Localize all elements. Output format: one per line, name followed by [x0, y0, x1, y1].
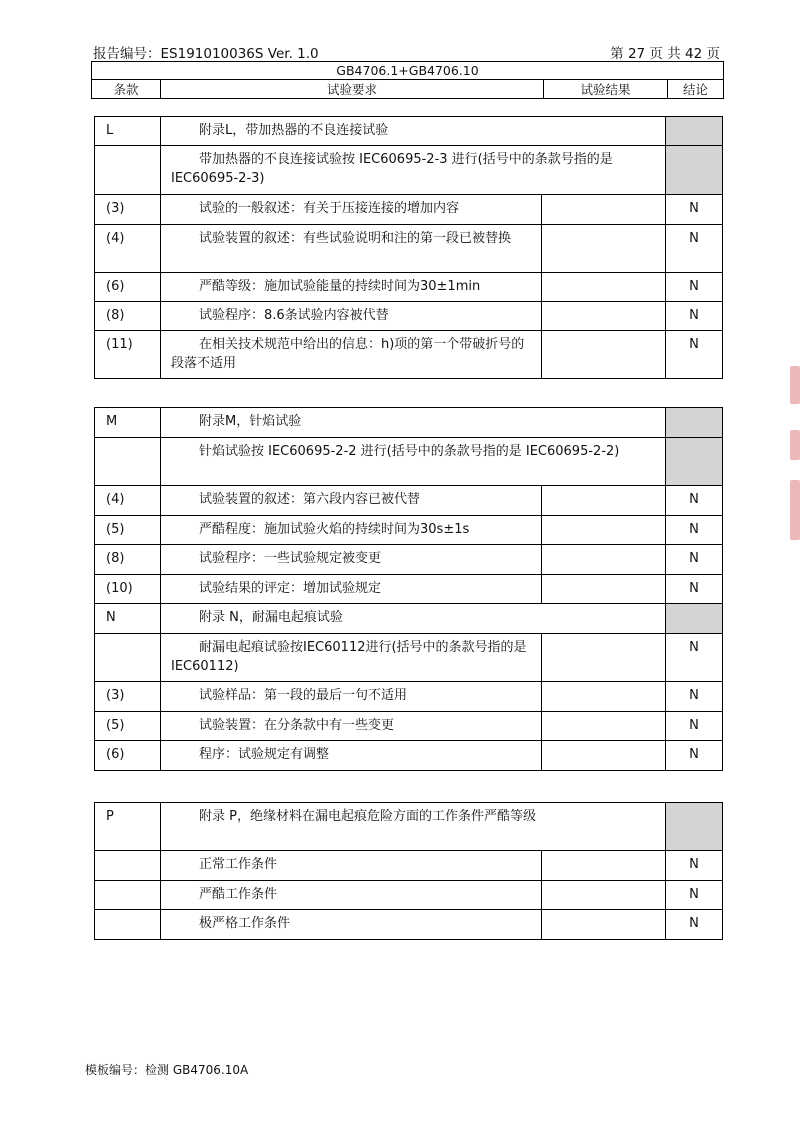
- clause-cell: (4): [95, 486, 161, 516]
- requirement-cell: [161, 803, 666, 851]
- clause-cell: (5): [95, 516, 161, 545]
- requirement-cell: [161, 146, 666, 195]
- result-cell: [542, 302, 666, 331]
- verdict-cell: N: [666, 516, 723, 545]
- template-number: 模板编号：检测 GB4706.10A: [85, 1063, 249, 1077]
- verdict-cell: N: [666, 682, 723, 712]
- clause-cell: [95, 910, 161, 940]
- verdict-cell: [666, 146, 723, 195]
- requirement-text: 试验程序：一些试验规定被变更: [199, 551, 382, 566]
- clause-cell: P: [95, 803, 161, 851]
- table-row: [95, 634, 723, 682]
- verdict-cell: N: [666, 741, 723, 771]
- table-row: [95, 712, 723, 741]
- table-row: [95, 117, 723, 146]
- clause-cell: L: [95, 117, 161, 146]
- clause-cell: N: [95, 604, 161, 634]
- requirement-cell: [161, 910, 542, 940]
- verdict-cell: N: [666, 302, 723, 331]
- verdict-cell: N: [666, 225, 723, 273]
- requirement-cell: [161, 331, 542, 379]
- requirement-cell: [161, 438, 666, 486]
- table-row: [95, 408, 723, 438]
- col-requirement-header: 试验要求: [161, 80, 544, 99]
- clause-cell: (6): [95, 741, 161, 771]
- result-cell: [542, 516, 666, 545]
- verdict-cell: [666, 408, 723, 438]
- requirement-text: 程序：试验规定有调整: [199, 747, 330, 762]
- verdict-cell: N: [666, 486, 723, 516]
- result-cell: [542, 881, 666, 910]
- report-number: 报告编号：ES191010036S Ver. 1.0: [93, 46, 319, 62]
- requirement-text: 附录 P，绝缘材料在漏电起痕危险方面的工作条件严酷等级: [199, 809, 536, 824]
- table-row: [95, 195, 723, 225]
- requirement-text: 附录L，带加热器的不良连接试验: [199, 123, 389, 138]
- result-cell: [542, 545, 666, 575]
- clause-cell: [95, 851, 161, 881]
- verdict-cell: N: [666, 273, 723, 302]
- table-row: [95, 682, 723, 712]
- clause-cell: (8): [95, 545, 161, 575]
- table-row: [95, 146, 723, 195]
- verdict-cell: N: [666, 331, 723, 379]
- requirement-cell: [161, 273, 542, 302]
- clause-cell: (4): [95, 225, 161, 273]
- table-row: [95, 910, 723, 940]
- requirement-text: 附录M，针焰试验: [199, 414, 302, 429]
- verdict-cell: N: [666, 634, 723, 682]
- requirement-text: 极严格工作条件: [199, 916, 291, 931]
- clause-cell: (5): [95, 712, 161, 741]
- requirement-cell: [161, 117, 666, 146]
- requirement-text: 严酷等级：施加试验能量的持续时间为30±1min: [199, 279, 481, 294]
- requirement-text: 严酷工作条件: [199, 887, 278, 902]
- requirement-text: 试验程序：8.6条试验内容被代替: [199, 308, 389, 323]
- result-cell: [542, 851, 666, 881]
- result-cell: [542, 741, 666, 771]
- stamp-mark: [790, 366, 800, 404]
- clause-cell: [95, 438, 161, 486]
- verdict-cell: N: [666, 575, 723, 604]
- requirement-cell: [161, 195, 542, 225]
- clause-cell: (10): [95, 575, 161, 604]
- requirement-text: 耐漏电起痕试验按IEC60112进行(括号中的条款号指的是IEC60112): [171, 640, 527, 674]
- requirement-text: 在相关技术规范中给出的信息：h)项的第一个带破折号的段落不适用: [171, 337, 525, 371]
- table-row: [95, 851, 723, 881]
- table-row: [95, 604, 723, 634]
- table-row: [95, 545, 723, 575]
- verdict-cell: N: [666, 545, 723, 575]
- verdict-cell: N: [666, 881, 723, 910]
- col-result-header: 试验结果: [544, 80, 668, 99]
- col-clause-header: 条款: [92, 80, 161, 99]
- requirement-text: 严酷程度：施加试验火焰的持续时间为30s±1s: [199, 522, 470, 537]
- requirement-text: 附录 N，耐漏电起痕试验: [199, 610, 343, 625]
- clause-cell: (8): [95, 302, 161, 331]
- verdict-cell: N: [666, 195, 723, 225]
- clause-cell: [95, 881, 161, 910]
- stamp-mark: [790, 480, 800, 540]
- verdict-cell: [666, 803, 723, 851]
- table-row: [95, 225, 723, 273]
- clause-cell: (3): [95, 682, 161, 712]
- requirement-text: 试验装置的叙述：第六段内容已被代替: [199, 492, 421, 507]
- result-cell: [542, 273, 666, 302]
- standard-header-table: [91, 61, 724, 99]
- page-indicator: 第 27 页 共 42 页: [610, 46, 720, 62]
- clause-cell: (3): [95, 195, 161, 225]
- requirement-cell: [161, 408, 666, 438]
- verdict-cell: N: [666, 910, 723, 940]
- result-cell: [542, 712, 666, 741]
- requirement-text: 带加热器的不良连接试验按 IEC60695-2-3 进行(括号中的条款号指的是 IEC60695-2-3): [171, 152, 613, 186]
- verdict-cell: N: [666, 851, 723, 881]
- verdict-cell: N: [666, 712, 723, 741]
- requirement-cell: [161, 575, 542, 604]
- verdict-cell: [666, 604, 723, 634]
- section-mn-table: [94, 407, 723, 771]
- clause-cell: (6): [95, 273, 161, 302]
- table-row: [95, 741, 723, 771]
- clause-cell: M: [95, 408, 161, 438]
- result-cell: [542, 225, 666, 273]
- requirement-cell: [161, 881, 542, 910]
- requirement-text: 针焰试验按 IEC60695-2-2 进行(括号中的条款号指的是 IEC60695-2-2): [199, 444, 620, 459]
- col-verdict-header: 结论: [668, 80, 724, 99]
- requirement-cell: [161, 604, 666, 634]
- requirement-text: 试验装置：在分条款中有一些变更: [199, 718, 395, 733]
- requirement-cell: [161, 302, 542, 331]
- requirement-cell: [161, 712, 542, 741]
- result-cell: [542, 910, 666, 940]
- requirement-text: 正常工作条件: [199, 857, 278, 872]
- requirement-cell: [161, 851, 542, 881]
- requirement-cell: [161, 486, 542, 516]
- table-row: [95, 273, 723, 302]
- clause-cell: [95, 146, 161, 195]
- table-row: [95, 331, 723, 379]
- table-row: [95, 438, 723, 486]
- standard-title: GB4706.1+GB4706.10: [92, 62, 724, 80]
- verdict-cell: [666, 438, 723, 486]
- result-cell: [542, 486, 666, 516]
- requirement-text: 试验样品：第一段的最后一句不适用: [199, 688, 408, 703]
- table-row: [95, 881, 723, 910]
- result-cell: [542, 195, 666, 225]
- table-row: [95, 803, 723, 851]
- requirement-text: 试验装置的叙述：有些试验说明和注的第一段已被替换: [199, 231, 512, 246]
- result-cell: [542, 331, 666, 379]
- table-row: [95, 575, 723, 604]
- requirement-cell: [161, 741, 542, 771]
- stamp-mark: [790, 430, 800, 460]
- result-cell: [542, 682, 666, 712]
- requirement-text: 试验结果的评定：增加试验规定: [199, 581, 382, 596]
- result-cell: [542, 575, 666, 604]
- requirement-cell: [161, 225, 542, 273]
- requirement-cell: [161, 634, 542, 682]
- clause-cell: (11): [95, 331, 161, 379]
- result-cell: [542, 634, 666, 682]
- table-row: [95, 302, 723, 331]
- verdict-cell: [666, 117, 723, 146]
- table-row: [95, 516, 723, 545]
- requirement-cell: [161, 516, 542, 545]
- clause-cell: [95, 634, 161, 682]
- requirement-text: 试验的一般叙述：有关于压接连接的增加内容: [199, 201, 460, 216]
- requirement-cell: [161, 682, 542, 712]
- section-l-table: [94, 116, 723, 379]
- section-p-table: [94, 802, 723, 940]
- table-row: [95, 486, 723, 516]
- requirement-cell: [161, 545, 542, 575]
